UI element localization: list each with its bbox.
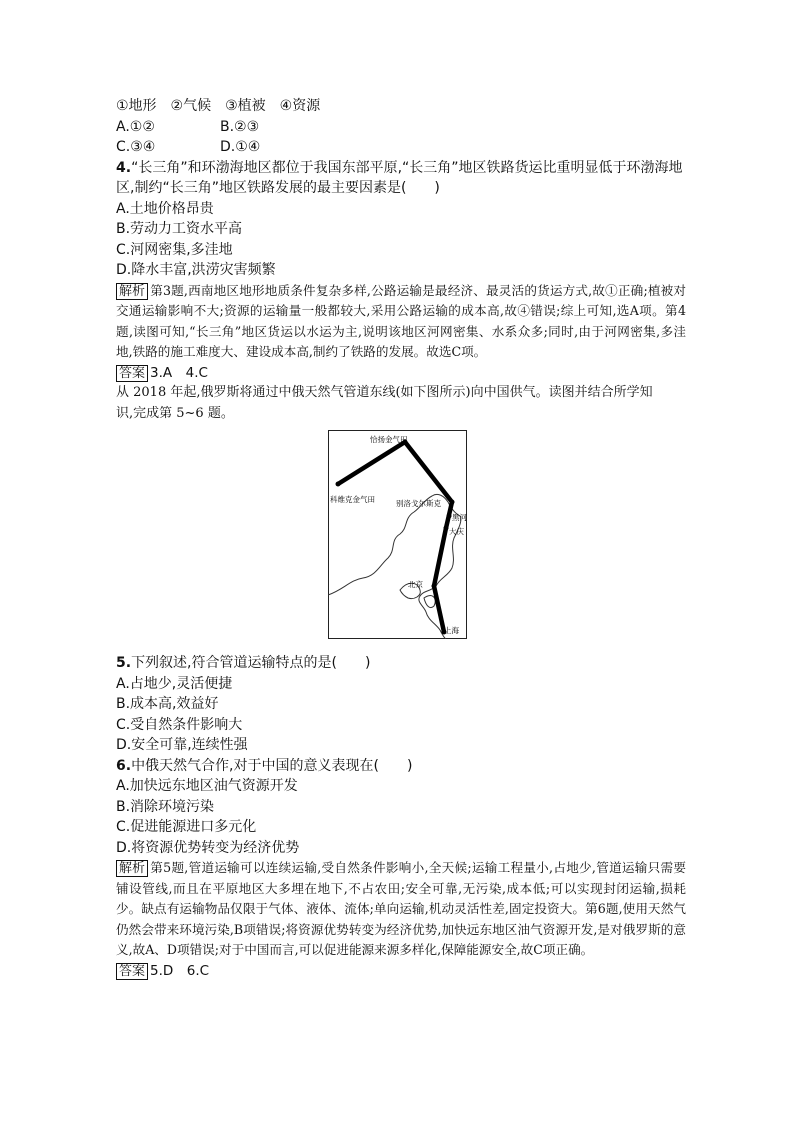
q3-option-b: B.②③: [220, 118, 260, 135]
explanation-tag: 解析: [116, 283, 148, 300]
answer-5-6: [116, 961, 686, 982]
kovykta-dot: [336, 482, 341, 487]
document-page: [116, 96, 686, 981]
q4-option-c: C.河网密集,多洼地: [116, 241, 233, 258]
daqing-dot: [444, 526, 449, 531]
q6-option-a: A.加快远东地区油气资源开发: [116, 778, 298, 794]
answer-3-4: [116, 363, 686, 384]
q6-option-b: B.消除环境污染: [116, 798, 215, 815]
beijing-dot: [432, 584, 437, 589]
label-daqing: 大庆: [449, 527, 464, 536]
q3-option-a: A.①②: [116, 118, 155, 135]
q4-option-a: A.土地价格昂贵: [116, 200, 214, 217]
pipeline-map-svg: [328, 430, 467, 639]
q4-option-b: B.劳动力工资水平高: [116, 221, 243, 237]
q4-stem-line1: [116, 158, 686, 179]
answer-tag-2: 答案: [116, 963, 148, 980]
q5-option-a: A.占地少,灵活便捷: [116, 675, 233, 692]
q6-stem-text: 中俄天然气合作,对于中国的意义表现在( ): [131, 757, 413, 774]
label-chayanda: 恰扬金气田: [370, 435, 408, 444]
q5-stem: [116, 653, 686, 674]
explanation-5-6: [116, 858, 686, 961]
answer-text: 3.A 4.C: [150, 364, 208, 381]
q5-option-b: B.成本高,效益好: [116, 696, 219, 712]
q3-options-row2: [116, 137, 686, 158]
label-kovykta: 科维克金气田: [330, 495, 375, 504]
q6-stem: [116, 756, 686, 777]
q6-option-d: D.将资源优势转变为经济优势: [116, 839, 300, 856]
explanation-tag-2: 解析: [116, 860, 148, 877]
q4-number: 4.: [116, 159, 132, 176]
explanation-text: 第3题,西南地区地形地质条件复杂多样,公路运输是最经济、最灵活的货运方式,故①正确;植被对交通运输影响不大;资源的运输量一般都较大,采用公路运输的成本高,故④错误;综上可知,选A项。第4题,读图可知,“长三角”地区货运以水运为主,说明该地区河网密集、水系众多;同时,由于河网密集,多洼地,铁路的施工难度大、建设成本高,制约了铁路的发展。故选C项。: [116, 282, 686, 359]
q3-option-c: C.③④: [116, 139, 156, 155]
q5-stem-text: 下列叙述,符合管道运输特点的是( ): [131, 655, 371, 671]
q4-stem-text1: “长三角”和环渤海地区都位于我国东部平原,“长三角”地区铁路货运比重明显低于环渤海地: [131, 159, 683, 176]
q5-number: 5.: [116, 655, 132, 671]
label-shanghai: 上海: [444, 626, 459, 635]
q3-factors: ①地形 ②气候 ③植被 ④资源: [116, 98, 321, 114]
q6-number: 6.: [116, 757, 132, 774]
explanation-3-4: [116, 281, 686, 363]
intro-line2: 识,完成第 5~6 题。: [116, 405, 234, 421]
q3-options-row1: [116, 117, 686, 138]
label-heihe: 黑河: [452, 513, 467, 522]
q4-option-d: D.降水丰富,洪涝灾害频繁: [116, 262, 276, 278]
label-beijing: 北京: [408, 580, 423, 589]
intro-5-6: [116, 383, 686, 424]
q5-option-d: D.安全可靠,连续性强: [116, 737, 248, 753]
answer-text-2: 5.D 6.C: [150, 962, 210, 979]
explanation-text-2: 第5题,管道运输可以连续运输,受自然条件影响小,全天候;运输工程量小,占地少,管道运输只需要铺设管线,而且在平原地区大多埋在地下,不占农田;安全可靠,无污染,成本低;可以实现封闭运输,损耗少。缺点有运输物品仅限于气体、液体、流体;单向运输,机动灵活性差,固定投资大。第6题,使用天然气仍然会带来环境污染,B项错误;将资源优势转变为经济优势,加快远东地区油气资源开发,是对俄罗斯的意义,故A、D项错误;对于中国而言,可以促进能源来源多样化,保障能源安全,故C项正确。: [116, 860, 686, 957]
q5-option-c: C.受自然条件影响大: [116, 716, 243, 733]
heihe-dot: [447, 514, 452, 519]
blagoveshchensk-dot: [450, 500, 455, 505]
answer-tag: 答案: [116, 365, 148, 382]
pipeline-map: [328, 430, 467, 639]
q4-stem-line2: 区,制约“长三角”地区铁路发展的最主要因素是( ): [116, 180, 440, 196]
q3-option-d: D.①④: [220, 139, 261, 155]
intro-line1: 从 2018 年起,俄罗斯将通过中俄天然气管道东线(如下图所示)向中国供气。读图并结合所学知: [116, 385, 653, 400]
label-blagoveshchensk: 别洛戈尔斯克: [396, 499, 441, 508]
q6-option-c: C.促进能源进口多元化: [116, 819, 257, 835]
